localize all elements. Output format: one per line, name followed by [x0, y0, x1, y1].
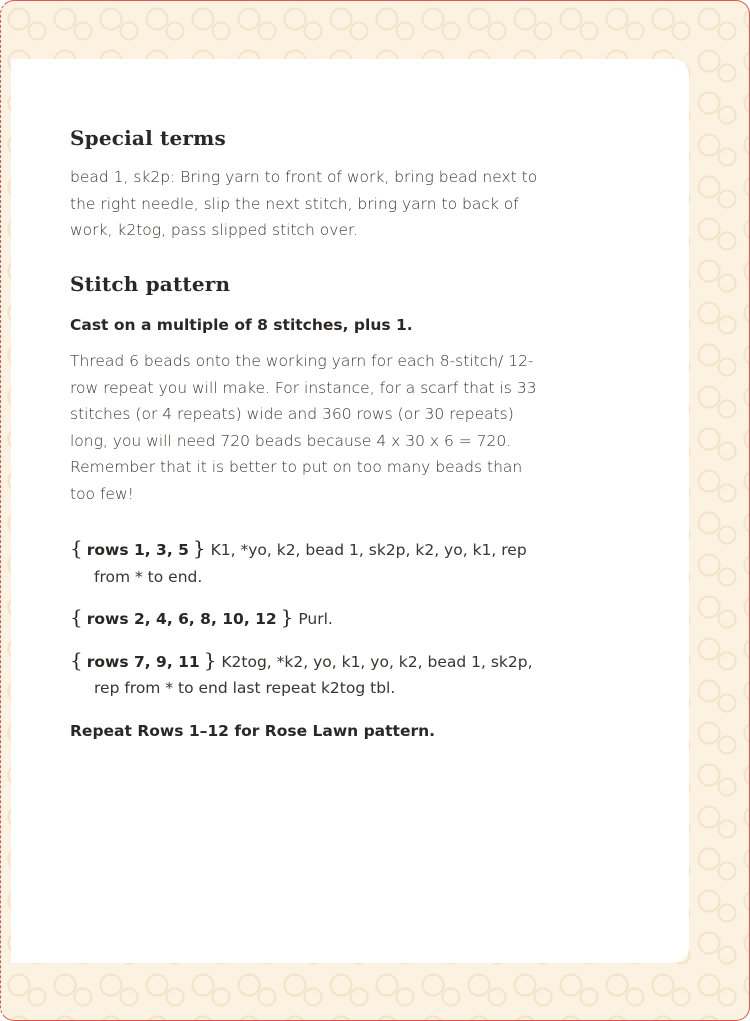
row-instruction	[70, 647, 550, 702]
close-brace: }	[192, 536, 206, 560]
row-text: K1, *yo, k2, bead 1, sk2p, k2, yo, k1, rep from * to end.	[94, 541, 527, 586]
open-brace: {	[70, 647, 83, 672]
row-label: rows 1, 3, 5	[86, 541, 189, 559]
row-label: rows 2, 4, 6, 8, 10, 12	[86, 610, 277, 628]
cast-on-instruction: Cast on a multiple of 8 stitches, plus 1.	[70, 315, 413, 334]
special-terms-text: bead 1, sk2p: Bring yarn to front of work, bring bead next to the right needle, slip the next stitch, bring yarn to back of work, k2tog, pass slipped stitch over.	[70, 168, 538, 239]
row-instruction	[70, 604, 550, 633]
repeat-note: Repeat Rows 1–12 for Rose Lawn pattern.	[70, 721, 436, 740]
open-brace: {	[70, 536, 83, 560]
row-label: rows 7, 9, 11	[86, 652, 200, 671]
special-terms-heading: Special terms	[70, 126, 226, 150]
close-brace: }	[280, 605, 294, 629]
stitch-pattern-heading: Stitch pattern	[70, 271, 231, 296]
pattern-content	[70, 126, 550, 744]
open-brace: {	[70, 605, 83, 629]
row-instruction	[70, 535, 550, 590]
bead-instructions: Thread 6 beads onto the working yarn for each 8-stitch/ 12-row repeat you will make. For instance, for a scarf that is 33 stitches (or 4 repeats) wide and 360 rows (or 30 repeats) long, you will need 720 beads because 4 x 30 x 6 = 720. Remember that it is better to put on too many beads than too few!	[70, 352, 537, 503]
row-text: Purl.	[298, 610, 333, 628]
row-text: K2tog, *k2, yo, k1, yo, k2, bead 1, sk2p, rep from * to end last repeat k2tog tbl.	[94, 652, 533, 697]
close-brace: }	[203, 647, 217, 672]
